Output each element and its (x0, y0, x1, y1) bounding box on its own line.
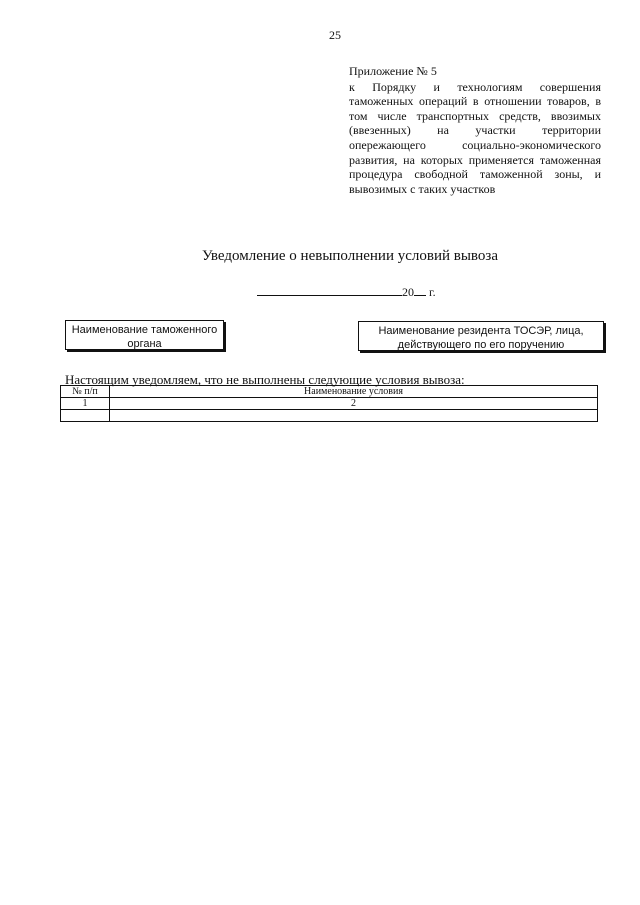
appendix-block (349, 64, 601, 196)
appendix-title: Приложение № 5 (349, 64, 437, 78)
table-numbering-row (61, 398, 598, 410)
date-line (257, 284, 436, 300)
date-year-prefix: 20 (402, 285, 414, 299)
header-number: № п/п (61, 386, 110, 398)
table-cell (110, 410, 598, 422)
notice-text: Настоящим уведомляем, что не выполнены следующие условия вывоза: (65, 372, 465, 387)
page-number: 25 (329, 28, 341, 42)
customs-body-box: Наименование таможенного органа (65, 320, 224, 350)
appendix-body: к Порядку и технологиям совершения таможенных операций в отношении товаров, в том числе транспортных средств, ввозимых (ввезенных) на участки территории опережающего социально-экономического развития, на которых применяется таможенная процедура свободной таможенной зоны, и вывозимых с таких участков (349, 79, 601, 196)
table-row (61, 410, 598, 422)
resident-box: Наименование резидента ТОСЭР, лица, действующего по его поручению (358, 321, 604, 351)
date-year-suffix: г. (429, 285, 436, 299)
conditions-table (60, 385, 598, 422)
header-condition: Наименование условия (110, 386, 598, 398)
table-header-row (61, 386, 598, 398)
numbering-col-2: 2 (110, 398, 598, 410)
date-blank (257, 284, 402, 296)
date-year-blank (414, 284, 426, 296)
table-cell (61, 410, 110, 422)
document-title: Уведомление о невыполнении условий вывоза (201, 248, 498, 264)
numbering-col-1: 1 (61, 398, 110, 410)
